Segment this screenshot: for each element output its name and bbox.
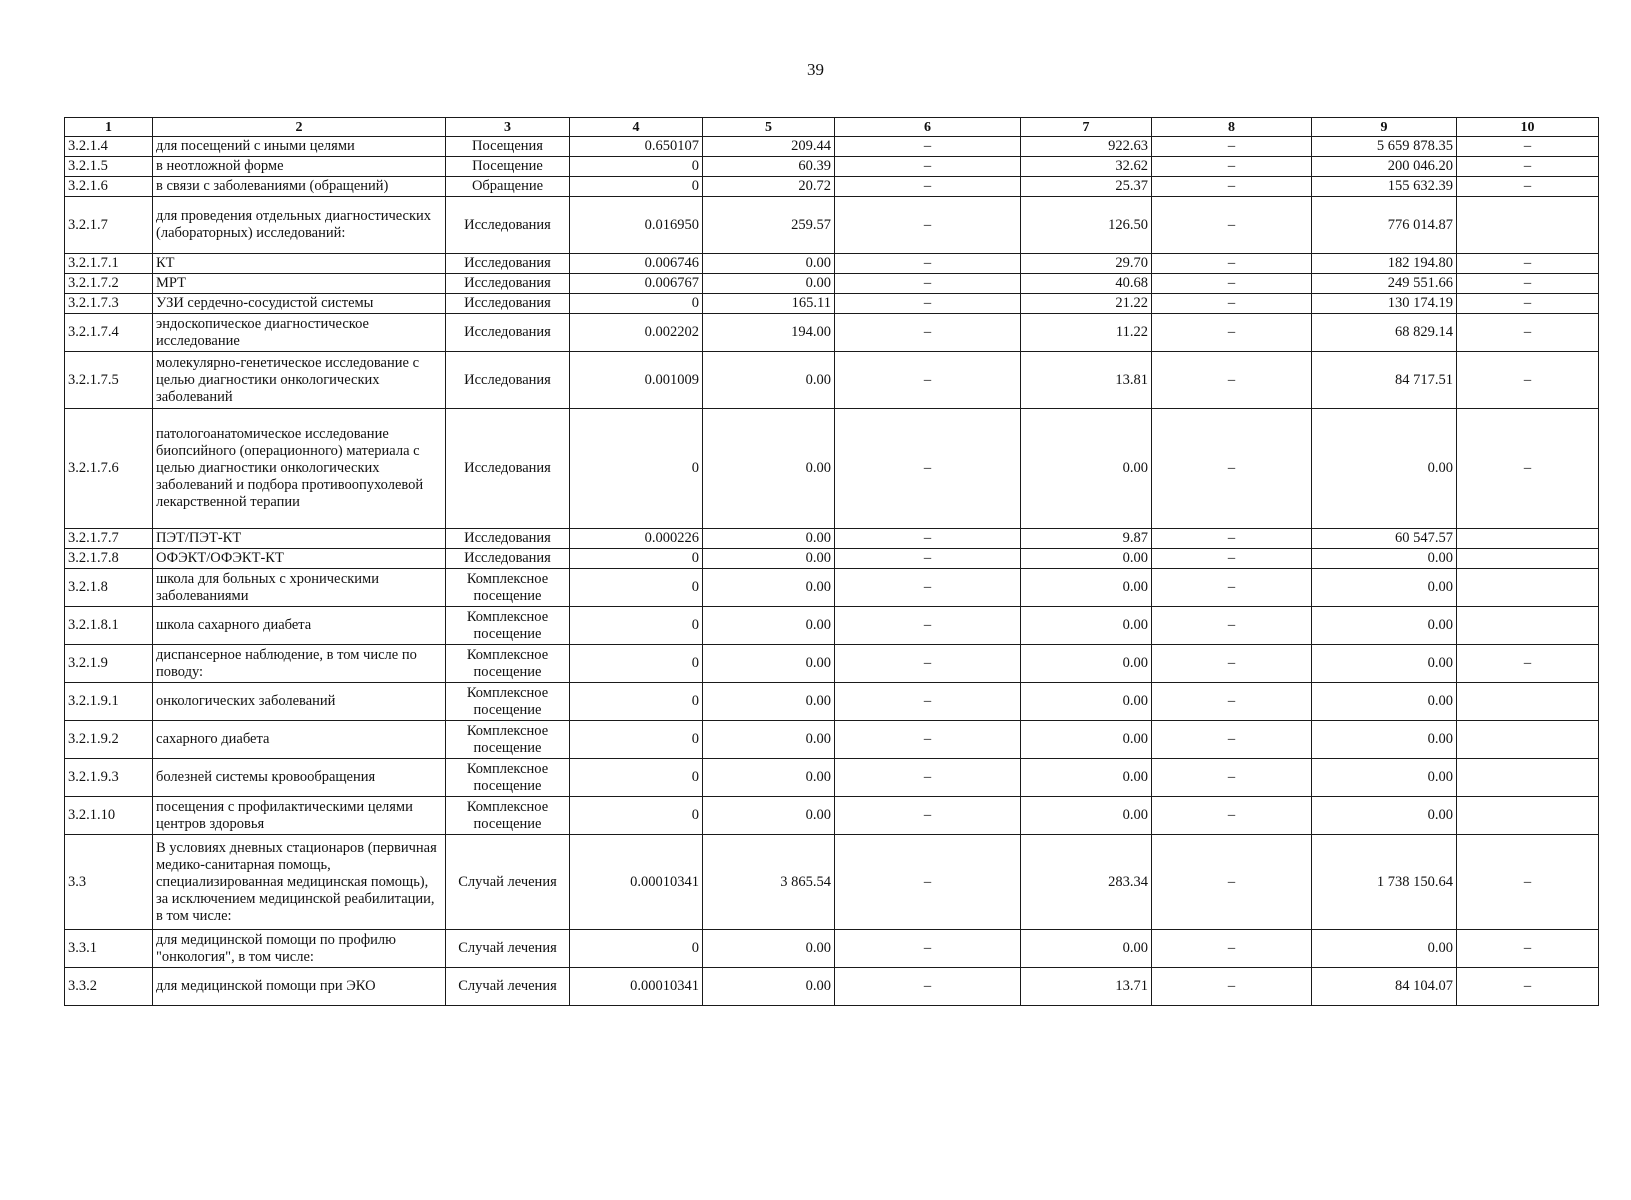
cell-col6: –: [835, 569, 1021, 607]
row-unit: Исследования: [446, 254, 570, 274]
cell-col8: –: [1152, 157, 1312, 177]
cell-col8: –: [1152, 835, 1312, 930]
cell-col9: 68 829.14: [1312, 314, 1457, 352]
cell-col5: 0.00: [703, 930, 835, 968]
cell-col5: 0.00: [703, 549, 835, 569]
cell-col9: 0.00: [1312, 549, 1457, 569]
table-row: [65, 274, 1599, 294]
table-row: [65, 645, 1599, 683]
row-unit: Комплексное посещение: [446, 683, 570, 721]
row-name: посещения с профилактическими целями центров здоровья: [153, 797, 446, 835]
table-row: [65, 254, 1599, 274]
cell-col10: [1457, 197, 1599, 254]
cell-col5: 0.00: [703, 274, 835, 294]
cell-col7: 283.34: [1021, 835, 1152, 930]
cell-col6: –: [835, 254, 1021, 274]
cell-col10: –: [1457, 157, 1599, 177]
cell-col5: 0.00: [703, 352, 835, 409]
row-name: эндоскопическое диагностическое исследование: [153, 314, 446, 352]
cell-col7: 0.00: [1021, 569, 1152, 607]
cell-col9: 84 104.07: [1312, 968, 1457, 1006]
cell-col10: –: [1457, 274, 1599, 294]
table-row: [65, 759, 1599, 797]
cell-col9: 130 174.19: [1312, 294, 1457, 314]
table-row: [65, 607, 1599, 645]
cell-col4: 0: [570, 549, 703, 569]
cell-col10: –: [1457, 645, 1599, 683]
cell-col9: 200 046.20: [1312, 157, 1457, 177]
cell-col6: –: [835, 835, 1021, 930]
row-code: 3.2.1.7.8: [65, 549, 153, 569]
data-table: [64, 117, 1599, 1006]
cell-col9: 0.00: [1312, 645, 1457, 683]
cell-col5: 209.44: [703, 137, 835, 157]
row-name: КТ: [153, 254, 446, 274]
table-row: [65, 197, 1599, 254]
row-code: 3.2.1.9.3: [65, 759, 153, 797]
cell-col7: 126.50: [1021, 197, 1152, 254]
table-row: [65, 835, 1599, 930]
cell-col4: 0: [570, 930, 703, 968]
row-code: 3.2.1.7.2: [65, 274, 153, 294]
cell-col7: 9.87: [1021, 529, 1152, 549]
row-name: УЗИ сердечно-сосудистой системы: [153, 294, 446, 314]
row-code: 3.2.1.9.1: [65, 683, 153, 721]
cell-col5: 165.11: [703, 294, 835, 314]
cell-col8: –: [1152, 177, 1312, 197]
row-unit: Исследования: [446, 549, 570, 569]
cell-col9: 155 632.39: [1312, 177, 1457, 197]
table-row: [65, 721, 1599, 759]
row-name: ПЭТ/ПЭТ-КТ: [153, 529, 446, 549]
table-row: [65, 294, 1599, 314]
table-row: [65, 968, 1599, 1006]
row-unit: Исследования: [446, 274, 570, 294]
row-code: 3.3: [65, 835, 153, 930]
row-name: онкологических заболеваний: [153, 683, 446, 721]
cell-col5: 0.00: [703, 797, 835, 835]
cell-col5: 60.39: [703, 157, 835, 177]
cell-col9: 0.00: [1312, 721, 1457, 759]
row-unit: Случай лечения: [446, 835, 570, 930]
cell-col8: –: [1152, 254, 1312, 274]
cell-col9: 0.00: [1312, 569, 1457, 607]
cell-col8: –: [1152, 759, 1312, 797]
cell-col9: 0.00: [1312, 797, 1457, 835]
table-row: [65, 529, 1599, 549]
cell-col6: –: [835, 721, 1021, 759]
cell-col6: –: [835, 352, 1021, 409]
cell-col9: 1 738 150.64: [1312, 835, 1457, 930]
row-code: 3.2.1.7.1: [65, 254, 153, 274]
cell-col8: –: [1152, 314, 1312, 352]
cell-col9: 0.00: [1312, 759, 1457, 797]
column-header: 6: [835, 118, 1021, 137]
cell-col6: –: [835, 683, 1021, 721]
row-code: 3.2.1.7.7: [65, 529, 153, 549]
cell-col7: 0.00: [1021, 645, 1152, 683]
cell-col10: [1457, 721, 1599, 759]
cell-col10: –: [1457, 294, 1599, 314]
cell-col10: [1457, 549, 1599, 569]
cell-col6: –: [835, 797, 1021, 835]
row-code: 3.2.1.8: [65, 569, 153, 607]
cell-col8: –: [1152, 645, 1312, 683]
cell-col4: 0: [570, 683, 703, 721]
cell-col7: 0.00: [1021, 930, 1152, 968]
cell-col6: –: [835, 157, 1021, 177]
row-unit: Обращение: [446, 177, 570, 197]
row-name: школа сахарного диабета: [153, 607, 446, 645]
row-code: 3.2.1.10: [65, 797, 153, 835]
cell-col7: 25.37: [1021, 177, 1152, 197]
column-header: 5: [703, 118, 835, 137]
column-header: 9: [1312, 118, 1457, 137]
row-name: для проведения отдельных диагностических (лабораторных) исследований:: [153, 197, 446, 254]
cell-col8: –: [1152, 197, 1312, 254]
cell-col7: 11.22: [1021, 314, 1152, 352]
header-row: [65, 118, 1599, 137]
row-name: В условиях дневных стационаров (первичная медико-санитарная помощь, специализированная медицинская помощь), за исключением медицинской реабилитации, в том числе:: [153, 835, 446, 930]
row-code: 3.2.1.5: [65, 157, 153, 177]
cell-col4: 0: [570, 294, 703, 314]
cell-col10: –: [1457, 409, 1599, 529]
cell-col4: 0: [570, 759, 703, 797]
cell-col6: –: [835, 549, 1021, 569]
row-name: патологоанатомическое исследование биопсийного (операционного) материала с целью диагностики онкологических заболеваний и подбора противоопухолевой лекарственной терапии: [153, 409, 446, 529]
cell-col4: 0: [570, 645, 703, 683]
cell-col4: 0: [570, 569, 703, 607]
cell-col4: 0: [570, 607, 703, 645]
row-name: диспансерное наблюдение, в том числе по поводу:: [153, 645, 446, 683]
cell-col10: [1457, 569, 1599, 607]
row-name: МРТ: [153, 274, 446, 294]
row-name: в связи с заболеваниями (обращений): [153, 177, 446, 197]
row-code: 3.2.1.8.1: [65, 607, 153, 645]
table-row: [65, 137, 1599, 157]
cell-col5: 0.00: [703, 968, 835, 1006]
cell-col8: –: [1152, 294, 1312, 314]
cell-col6: –: [835, 294, 1021, 314]
cell-col5: 0.00: [703, 721, 835, 759]
cell-col7: 0.00: [1021, 759, 1152, 797]
cell-col9: 5 659 878.35: [1312, 137, 1457, 157]
cell-col4: 0.650107: [570, 137, 703, 157]
cell-col10: [1457, 683, 1599, 721]
cell-col8: –: [1152, 683, 1312, 721]
cell-col7: 0.00: [1021, 409, 1152, 529]
cell-col7: 922.63: [1021, 137, 1152, 157]
cell-col6: –: [835, 645, 1021, 683]
row-code: 3.3.2: [65, 968, 153, 1006]
cell-col10: –: [1457, 254, 1599, 274]
cell-col5: 20.72: [703, 177, 835, 197]
row-code: 3.2.1.9: [65, 645, 153, 683]
row-code: 3.2.1.7.4: [65, 314, 153, 352]
table-body: [65, 137, 1599, 1006]
cell-col7: 0.00: [1021, 721, 1152, 759]
cell-col4: 0.001009: [570, 352, 703, 409]
cell-col10: [1457, 529, 1599, 549]
cell-col6: –: [835, 137, 1021, 157]
cell-col7: 0.00: [1021, 607, 1152, 645]
row-name: для посещений с иными целями: [153, 137, 446, 157]
cell-col5: 259.57: [703, 197, 835, 254]
row-unit: Посещение: [446, 157, 570, 177]
row-code: 3.2.1.7.6: [65, 409, 153, 529]
cell-col10: –: [1457, 314, 1599, 352]
cell-col9: 0.00: [1312, 683, 1457, 721]
row-code: 3.2.1.9.2: [65, 721, 153, 759]
cell-col10: [1457, 797, 1599, 835]
cell-col6: –: [835, 968, 1021, 1006]
row-name: в неотложной форме: [153, 157, 446, 177]
cell-col10: –: [1457, 177, 1599, 197]
cell-col5: 194.00: [703, 314, 835, 352]
row-unit: Комплексное посещение: [446, 721, 570, 759]
column-header: 10: [1457, 118, 1599, 137]
cell-col9: 0.00: [1312, 607, 1457, 645]
row-unit: Исследования: [446, 197, 570, 254]
row-name: для медицинской помощи при ЭКО: [153, 968, 446, 1006]
cell-col5: 0.00: [703, 529, 835, 549]
cell-col5: 0.00: [703, 409, 835, 529]
cell-col8: –: [1152, 529, 1312, 549]
cell-col4: 0: [570, 797, 703, 835]
cell-col5: 0.00: [703, 645, 835, 683]
cell-col5: 0.00: [703, 683, 835, 721]
cell-col4: 0: [570, 409, 703, 529]
cell-col4: 0: [570, 157, 703, 177]
cell-col10: [1457, 607, 1599, 645]
column-header: 3: [446, 118, 570, 137]
cell-col6: –: [835, 930, 1021, 968]
cell-col5: 0.00: [703, 569, 835, 607]
cell-col6: –: [835, 274, 1021, 294]
row-unit: Комплексное посещение: [446, 569, 570, 607]
cell-col5: 0.00: [703, 254, 835, 274]
cell-col10: –: [1457, 930, 1599, 968]
row-name: школа для больных с хроническими заболеваниями: [153, 569, 446, 607]
cell-col8: –: [1152, 607, 1312, 645]
column-header: 2: [153, 118, 446, 137]
row-unit: Комплексное посещение: [446, 607, 570, 645]
cell-col9: 84 717.51: [1312, 352, 1457, 409]
table-row: [65, 177, 1599, 197]
cell-col8: –: [1152, 968, 1312, 1006]
cell-col8: –: [1152, 721, 1312, 759]
table-row: [65, 569, 1599, 607]
cell-col6: –: [835, 197, 1021, 254]
cell-col7: 21.22: [1021, 294, 1152, 314]
row-code: 3.2.1.7.5: [65, 352, 153, 409]
cell-col10: [1457, 759, 1599, 797]
row-unit: Исследования: [446, 294, 570, 314]
row-code: 3.2.1.6: [65, 177, 153, 197]
row-unit: Исследования: [446, 314, 570, 352]
cell-col4: 0.00010341: [570, 968, 703, 1006]
cell-col7: 13.71: [1021, 968, 1152, 1006]
cell-col9: 776 014.87: [1312, 197, 1457, 254]
column-header: 8: [1152, 118, 1312, 137]
cell-col7: 40.68: [1021, 274, 1152, 294]
row-code: 3.2.1.4: [65, 137, 153, 157]
row-name: молекулярно-генетическое исследование с целью диагностики онкологических заболеваний: [153, 352, 446, 409]
cell-col6: –: [835, 177, 1021, 197]
cell-col9: 249 551.66: [1312, 274, 1457, 294]
row-unit: Исследования: [446, 352, 570, 409]
cell-col6: –: [835, 759, 1021, 797]
row-unit: Случай лечения: [446, 968, 570, 1006]
row-unit: Исследования: [446, 409, 570, 529]
cell-col7: 0.00: [1021, 549, 1152, 569]
table-row: [65, 549, 1599, 569]
table-row: [65, 930, 1599, 968]
row-unit: Комплексное посещение: [446, 797, 570, 835]
table-row: [65, 314, 1599, 352]
cell-col7: 32.62: [1021, 157, 1152, 177]
cell-col6: –: [835, 607, 1021, 645]
column-header: 7: [1021, 118, 1152, 137]
table-row: [65, 157, 1599, 177]
column-header: 1: [65, 118, 153, 137]
cell-col4: 0.006767: [570, 274, 703, 294]
cell-col8: –: [1152, 409, 1312, 529]
cell-col4: 0.00010341: [570, 835, 703, 930]
row-code: 3.3.1: [65, 930, 153, 968]
row-name: сахарного диабета: [153, 721, 446, 759]
cell-col10: –: [1457, 968, 1599, 1006]
row-unit: Посещения: [446, 137, 570, 157]
cell-col10: –: [1457, 352, 1599, 409]
row-unit: Случай лечения: [446, 930, 570, 968]
cell-col6: –: [835, 314, 1021, 352]
cell-col5: 0.00: [703, 759, 835, 797]
column-header: 4: [570, 118, 703, 137]
row-code: 3.2.1.7: [65, 197, 153, 254]
cell-col8: –: [1152, 549, 1312, 569]
cell-col9: 0.00: [1312, 409, 1457, 529]
cell-col8: –: [1152, 352, 1312, 409]
cell-col5: 0.00: [703, 607, 835, 645]
table-row: [65, 797, 1599, 835]
row-unit: Исследования: [446, 529, 570, 549]
row-code: 3.2.1.7.3: [65, 294, 153, 314]
cell-col10: –: [1457, 835, 1599, 930]
cell-col7: 0.00: [1021, 683, 1152, 721]
cell-col4: 0.016950: [570, 197, 703, 254]
cell-col8: –: [1152, 569, 1312, 607]
row-name: ОФЭКТ/ОФЭКТ-КТ: [153, 549, 446, 569]
cell-col4: 0.000226: [570, 529, 703, 549]
cell-col6: –: [835, 409, 1021, 529]
row-name: для медицинской помощи по профилю "онкология", в том числе:: [153, 930, 446, 968]
cell-col4: 0: [570, 177, 703, 197]
cell-col4: 0.006746: [570, 254, 703, 274]
cell-col5: 3 865.54: [703, 835, 835, 930]
cell-col6: –: [835, 529, 1021, 549]
cell-col7: 29.70: [1021, 254, 1152, 274]
cell-col8: –: [1152, 797, 1312, 835]
row-unit: Комплексное посещение: [446, 759, 570, 797]
cell-col8: –: [1152, 274, 1312, 294]
page-number: 39: [807, 60, 824, 79]
cell-col4: 0.002202: [570, 314, 703, 352]
cell-col10: –: [1457, 137, 1599, 157]
cell-col8: –: [1152, 137, 1312, 157]
table-row: [65, 352, 1599, 409]
cell-col9: 0.00: [1312, 930, 1457, 968]
cell-col7: 0.00: [1021, 797, 1152, 835]
table-row: [65, 409, 1599, 529]
row-unit: Комплексное посещение: [446, 645, 570, 683]
table-row: [65, 683, 1599, 721]
cell-col4: 0: [570, 721, 703, 759]
cell-col9: 60 547.57: [1312, 529, 1457, 549]
row-name: болезней системы кровообращения: [153, 759, 446, 797]
cell-col9: 182 194.80: [1312, 254, 1457, 274]
cell-col7: 13.81: [1021, 352, 1152, 409]
cell-col8: –: [1152, 930, 1312, 968]
